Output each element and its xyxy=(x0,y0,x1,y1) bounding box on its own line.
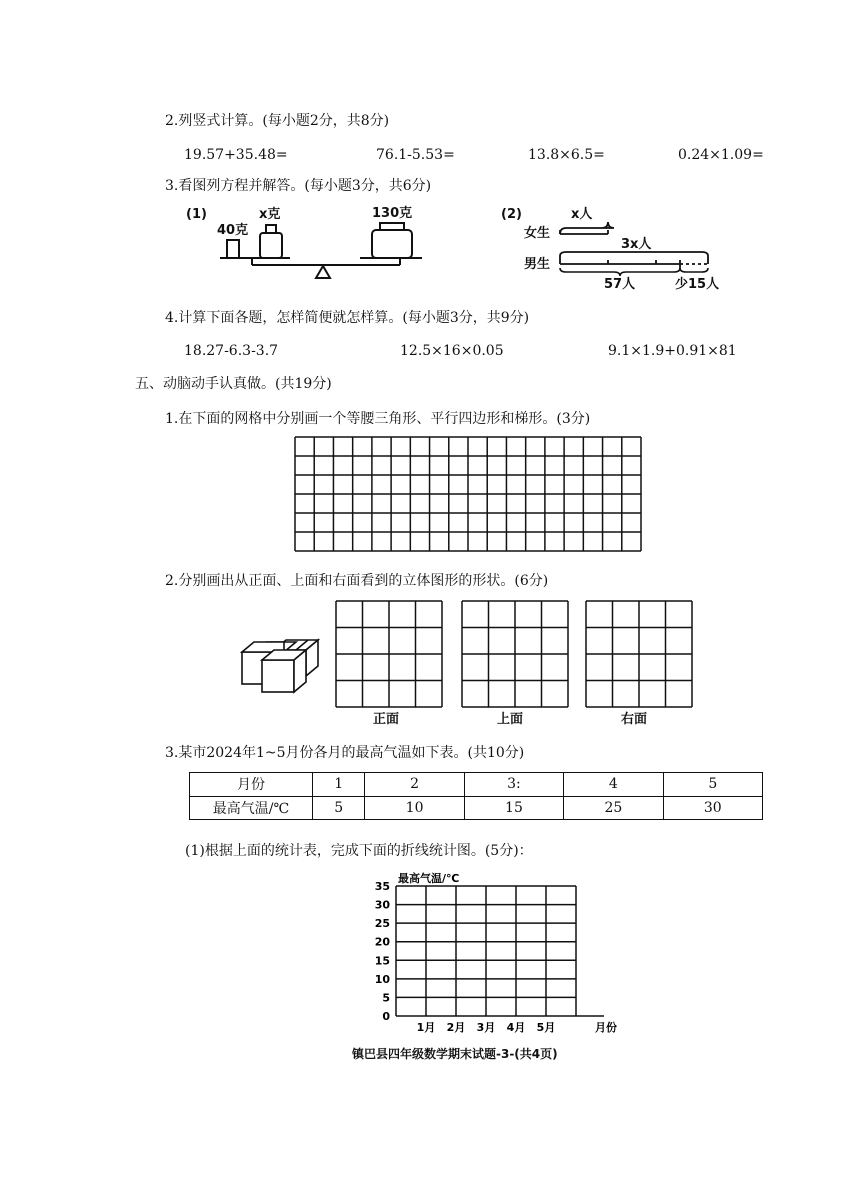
boys-3x-value: 3x人 xyxy=(621,237,652,252)
q2-item-2: 76.1-5.53= xyxy=(376,147,455,163)
girls-label: 女生 xyxy=(524,226,551,241)
table-cell: 4 xyxy=(564,773,663,797)
x-axis-label: 月份 xyxy=(595,1021,617,1034)
segment-diagram xyxy=(552,220,722,280)
right-view-grid[interactable] xyxy=(584,599,694,709)
y-tick-label: 20 xyxy=(374,935,390,949)
y-tick-label: 25 xyxy=(374,917,390,931)
x-tick-label: 3月 xyxy=(476,1021,496,1034)
table-cell: 30 xyxy=(663,796,762,820)
temperature-table xyxy=(189,772,763,820)
q2-item-1: 19.57+35.48= xyxy=(184,147,288,163)
table-cell: 1 xyxy=(313,773,365,797)
page-footer: 镇巴县四年级数学期末试题-3-(共4页) xyxy=(352,1047,558,1061)
q4-title: 4.计算下面各题，怎样简便就怎样算。(每小题3分，共9分) xyxy=(165,310,530,326)
sec5-sub1: (1)根据上面的统计表，完成下面的折线统计图。(5分)： xyxy=(185,843,533,859)
fig1-label: (1) xyxy=(186,207,207,222)
table-cell: 3: xyxy=(464,773,563,797)
line-chart[interactable] xyxy=(360,866,640,1041)
fig2-label: (2) xyxy=(501,207,522,222)
sec5-title: 五、动脑动手认真做。(共19分) xyxy=(135,376,332,392)
boys-label: 男生 xyxy=(524,257,551,272)
q2-title: 2.列竖式计算。(每小题2分，共8分) xyxy=(165,113,390,129)
y-tick-label: 5 xyxy=(382,991,390,1005)
front-view-grid[interactable] xyxy=(334,599,444,709)
front-view-label: 正面 xyxy=(373,712,400,727)
top-view-label: 上面 xyxy=(497,712,524,727)
y-tick-label: 30 xyxy=(374,898,390,912)
table-header-month: 月份 xyxy=(190,773,313,797)
table-cell: 5 xyxy=(313,796,365,820)
sec5-q2: 2.分别画出从正面、上面和右面看到的立体图形的形状。(6分) xyxy=(165,573,549,589)
y-tick-label: 10 xyxy=(374,972,390,986)
y-axis-label: 最高气温/℃ xyxy=(398,872,460,885)
girls-value: x人 xyxy=(571,207,593,222)
table-cell: 15 xyxy=(464,796,563,820)
table-cell: 25 xyxy=(564,796,663,820)
y-tick-label: 35 xyxy=(374,880,390,893)
sec5-q3: 3.某市2024年1~5月份各月的最高气温如下表。(共10分) xyxy=(165,745,525,761)
balance-figure xyxy=(200,220,440,280)
x-tick-label: 4月 xyxy=(506,1021,526,1034)
x-tick-label: 5月 xyxy=(536,1021,556,1034)
table-cell: 2 xyxy=(365,773,464,797)
y-tick-label: 15 xyxy=(374,954,390,968)
cube-solid-figure xyxy=(240,638,320,694)
table-row xyxy=(190,796,763,820)
table-cell: 10 xyxy=(365,796,464,820)
q2-item-3: 13.8×6.5= xyxy=(528,147,605,163)
weight-x-label: x克 xyxy=(259,207,281,222)
table-header-temp: 最高气温/℃ xyxy=(190,796,313,820)
x-tick-label: 1月 xyxy=(416,1021,436,1034)
q4-item-1: 18.27-6.3-3.7 xyxy=(184,343,279,359)
sec5-q1: 1.在下面的网格中分别画一个等腰三角形、平行四边形和梯形。(3分) xyxy=(165,411,591,427)
x-tick-label: 2月 xyxy=(446,1021,466,1034)
q3-title: 3.看图列方程并解答。(每小题3分，共6分) xyxy=(165,178,432,194)
table-cell: 5 xyxy=(663,773,762,797)
less-15: 少15人 xyxy=(675,277,720,292)
q4-item-3: 9.1×1.9+0.91×81 xyxy=(608,343,737,359)
weight-130-label: 130克 xyxy=(372,206,413,221)
known-57: 57人 xyxy=(604,277,636,292)
weight-40-label: 40克 xyxy=(217,223,249,238)
right-view-label: 右面 xyxy=(621,712,648,727)
q2-item-4: 0.24×1.09= xyxy=(678,147,764,163)
top-view-grid[interactable] xyxy=(460,599,570,709)
y-tick-label: 0 xyxy=(382,1010,390,1023)
drawing-grid[interactable] xyxy=(293,435,643,553)
table-row xyxy=(190,773,763,797)
q4-item-2: 12.5×16×0.05 xyxy=(400,343,504,359)
